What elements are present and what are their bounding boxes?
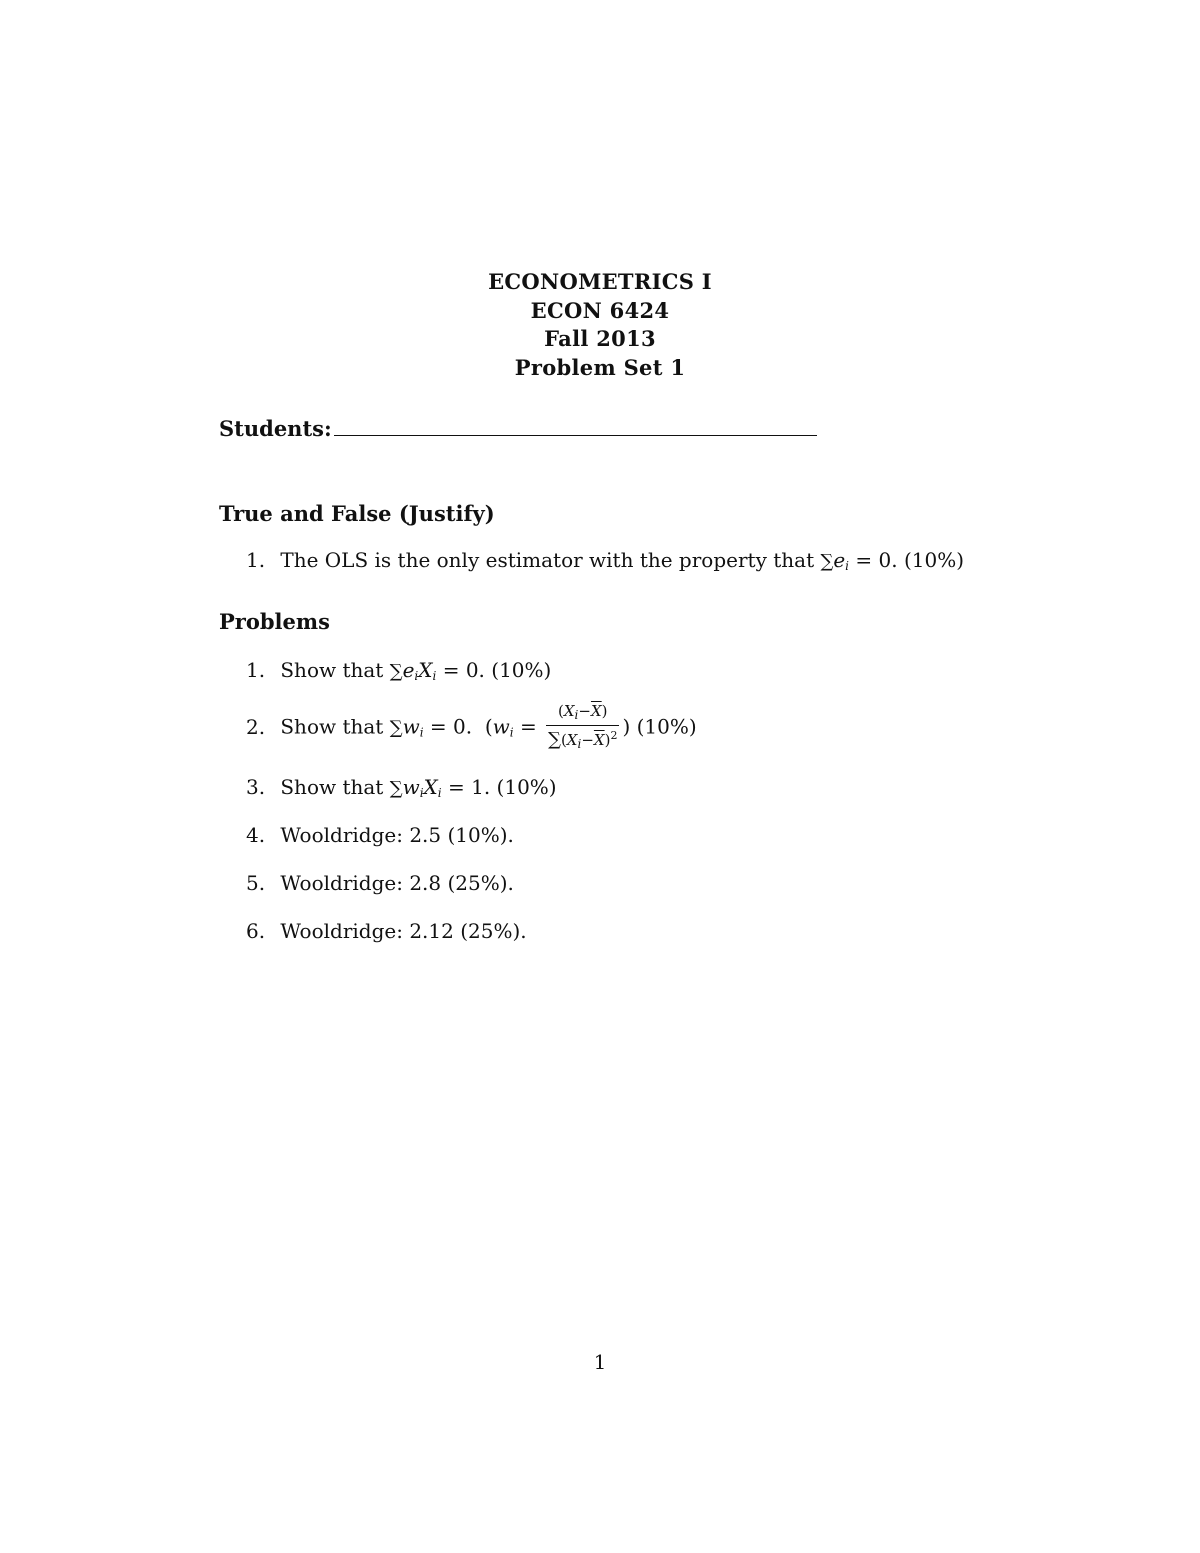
fraction-numerator <box>546 703 619 726</box>
students-blank-line <box>334 434 817 436</box>
item-number: 1. <box>246 548 266 572</box>
paren: ( <box>558 702 564 720</box>
item-text: The OLS is the only estimator with the property that <box>280 548 815 572</box>
math-var: e <box>402 658 415 682</box>
item-number: 2. <box>246 714 266 739</box>
problem-item-2 <box>246 703 697 753</box>
math-sub: i <box>577 737 582 751</box>
problem-item-4 <box>246 823 514 847</box>
math-rest: = 1. <box>447 775 491 799</box>
students-line <box>219 416 817 441</box>
def-var: w <box>492 714 510 739</box>
item-text: Wooldridge: 2.12 (25%). <box>280 919 527 943</box>
minus: − <box>581 731 594 749</box>
sum-symbol: ∑ <box>389 778 403 799</box>
math-var: e <box>833 548 846 572</box>
math-sub: i <box>414 669 419 683</box>
math-var: X <box>563 702 575 720</box>
math-sub: i <box>574 708 579 722</box>
assignment-title: Problem Set 1 <box>514 354 686 380</box>
problem-item-1 <box>246 658 551 683</box>
page-number: 1 <box>593 1350 607 1374</box>
term: Fall 2013 <box>544 326 656 351</box>
math-rest: = 0. <box>429 714 473 739</box>
problem-item-6 <box>246 919 527 943</box>
weight-fraction <box>546 703 619 753</box>
math-var: X <box>418 658 433 682</box>
math-sub: i <box>432 669 437 683</box>
item-text: Wooldridge: 2.8 (25%). <box>280 871 514 895</box>
math-mean: $\overline{X}$ <box>593 731 605 749</box>
course-title: ECONOMETRICS I <box>488 269 712 294</box>
sum-symbol: ∑ <box>820 551 834 572</box>
paren: ( <box>560 731 567 749</box>
paren: ) <box>601 702 608 720</box>
fraction-denominator <box>546 726 619 753</box>
item-text: Wooldridge: 2.5 (10%). <box>280 823 514 847</box>
item-number: 1. <box>246 658 266 682</box>
math-var: X <box>566 731 578 749</box>
item-number: 5. <box>246 871 266 895</box>
math-sub: i <box>845 559 850 573</box>
item-weight: (10%) <box>636 714 697 739</box>
math-rest: = 0. <box>442 658 485 682</box>
item-weight: (10%) <box>903 548 964 572</box>
paren: ) <box>604 731 611 749</box>
math-sub: i <box>419 786 424 800</box>
def-equals: = <box>519 714 537 739</box>
def-sub: i <box>509 725 514 740</box>
sum-symbol: ∑ <box>389 661 403 682</box>
problem-item-3 <box>246 775 557 800</box>
sum-symbol: ∑ <box>389 717 403 739</box>
math-rest: = 0. <box>855 548 898 572</box>
minus: − <box>578 702 591 720</box>
math-sub: i <box>437 786 442 800</box>
math-mean: $\overline{X}$ <box>590 702 602 720</box>
item-weight: (10%) <box>491 658 552 682</box>
students-label: Students: <box>219 416 332 441</box>
problems-heading: Problems <box>219 609 330 634</box>
math-var: w <box>402 775 420 799</box>
true-false-heading: True and False (Justify) <box>219 501 495 526</box>
item-number: 6. <box>246 919 266 943</box>
course-code: ECON 6424 <box>530 297 670 323</box>
item-weight: (10%) <box>496 775 557 799</box>
math-var: X <box>423 775 438 799</box>
item-prefix: Show that <box>280 658 384 682</box>
item-prefix: Show that <box>280 775 384 799</box>
def-open-paren: ( <box>484 714 493 739</box>
exponent: 2 <box>610 729 618 742</box>
problem-item-5 <box>246 871 514 895</box>
item-number: 3. <box>246 775 266 799</box>
sum-symbol: ∑ <box>548 729 561 750</box>
true-false-item-1 <box>246 548 964 573</box>
title-block <box>0 268 1200 382</box>
item-prefix: Show that <box>280 714 384 739</box>
def-close-paren: ) <box>622 714 631 739</box>
math-sub: i <box>419 725 424 740</box>
item-number: 4. <box>246 823 266 847</box>
math-var: w <box>402 714 420 739</box>
